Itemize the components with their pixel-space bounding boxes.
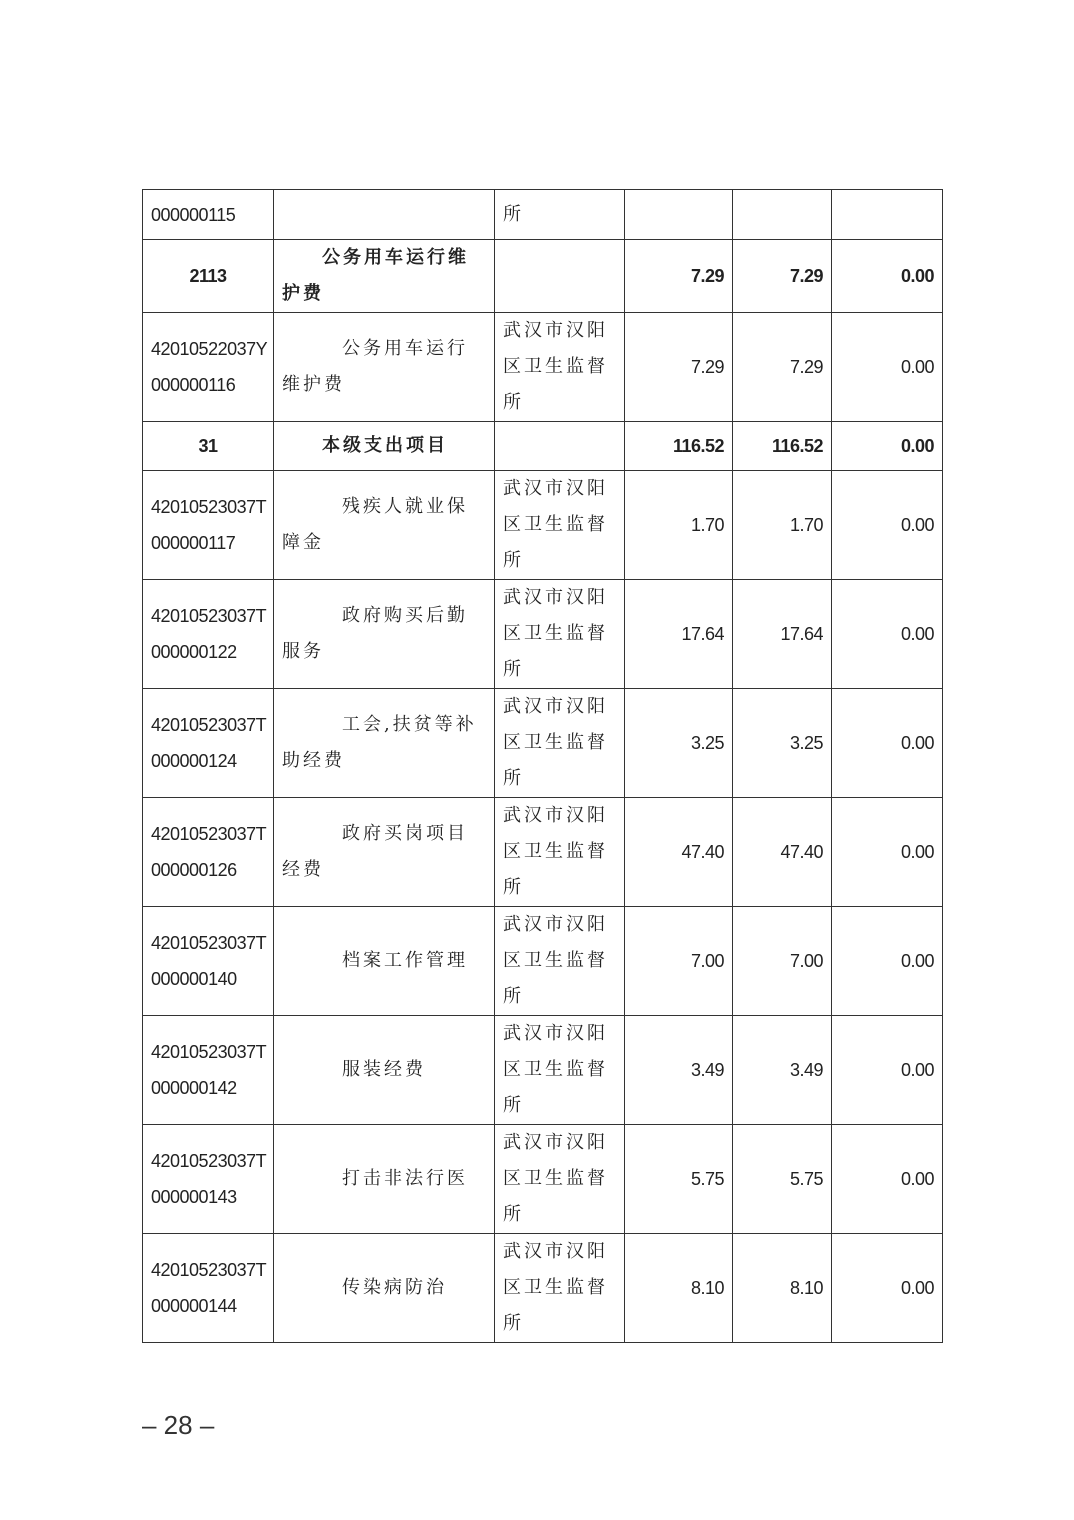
table-row (143, 907, 943, 1016)
project-name-cell: 打击非法行医 (274, 1125, 495, 1234)
project-code-cell: 42010523037T 000000117 (143, 471, 274, 580)
amount-cell: 1.70 (733, 471, 832, 580)
project-code-cell: 42010523037T 000000124 (143, 689, 274, 798)
amount-cell: 7.00 (733, 907, 832, 1016)
unit-cell: 武汉市汉阳区卫生监督所 (495, 580, 625, 689)
project-name-cell: 政府购买后勤服务 (274, 580, 495, 689)
table-row (143, 471, 943, 580)
amount-cell: 3.25 (625, 689, 733, 798)
amount-cell: 0.00 (832, 1234, 943, 1343)
table-row (143, 1016, 943, 1125)
project-code-cell: 42010523037T 000000122 (143, 580, 274, 689)
unit-cell (495, 240, 625, 313)
amount-cell (625, 190, 733, 240)
table-row (143, 1234, 943, 1343)
amount-cell: 116.52 (733, 422, 832, 471)
amount-cell: 1.70 (625, 471, 733, 580)
amount-cell: 0.00 (832, 1016, 943, 1125)
project-name-cell: 公务用车运行维护费 (274, 313, 495, 422)
amount-cell: 0.00 (832, 471, 943, 580)
amount-cell: 0.00 (832, 1125, 943, 1234)
table-row (143, 1125, 943, 1234)
project-code-cell: 42010523037T 000000144 (143, 1234, 274, 1343)
project-name-cell: 残疾人就业保障金 (274, 471, 495, 580)
group-name-cell: 公务用车运行维护费 (274, 240, 495, 313)
project-name-cell: 传染病防治 (274, 1234, 495, 1343)
project-name-cell: 档案工作管理 (274, 907, 495, 1016)
amount-cell: 0.00 (832, 798, 943, 907)
amount-cell: 3.25 (733, 689, 832, 798)
group-code-cell: 31 (143, 422, 274, 471)
project-code-cell: 42010523037T 000000142 (143, 1016, 274, 1125)
group-name-cell: 本级支出项目 (274, 422, 495, 471)
unit-cell: 武汉市汉阳区卫生监督所 (495, 313, 625, 422)
unit-cell: 武汉市汉阳区卫生监督所 (495, 1016, 625, 1125)
table-row (143, 313, 943, 422)
project-code-cell: 000000115 (143, 190, 274, 240)
project-code-cell: 42010522037Y 000000116 (143, 313, 274, 422)
amount-cell: 47.40 (625, 798, 733, 907)
amount-cell: 7.29 (733, 240, 832, 313)
project-name-cell (274, 190, 495, 240)
unit-cell: 所 (495, 190, 625, 240)
amount-cell: 7.29 (625, 313, 733, 422)
amount-cell: 0.00 (832, 907, 943, 1016)
amount-cell (832, 190, 943, 240)
project-name-cell: 服装经费 (274, 1016, 495, 1125)
project-name-cell: 工会,扶贫等补助经费 (274, 689, 495, 798)
amount-cell (733, 190, 832, 240)
project-code-cell: 42010523037T 000000126 (143, 798, 274, 907)
unit-cell: 武汉市汉阳区卫生监督所 (495, 907, 625, 1016)
amount-cell: 0.00 (832, 313, 943, 422)
budget-table (142, 189, 943, 1343)
amount-cell: 116.52 (625, 422, 733, 471)
amount-cell: 5.75 (733, 1125, 832, 1234)
amount-cell: 7.00 (625, 907, 733, 1016)
unit-cell: 武汉市汉阳区卫生监督所 (495, 689, 625, 798)
amount-cell: 8.10 (625, 1234, 733, 1343)
amount-cell: 5.75 (625, 1125, 733, 1234)
amount-cell: 3.49 (733, 1016, 832, 1125)
table-row (143, 798, 943, 907)
group-row (143, 240, 943, 313)
table-row (143, 689, 943, 798)
unit-cell (495, 422, 625, 471)
amount-cell: 0.00 (832, 689, 943, 798)
page-number: – 28 – (142, 1410, 215, 1440)
project-code-cell: 42010523037T 000000143 (143, 1125, 274, 1234)
unit-cell: 武汉市汉阳区卫生监督所 (495, 1125, 625, 1234)
table-row (143, 190, 943, 240)
amount-cell: 17.64 (625, 580, 733, 689)
group-row (143, 422, 943, 471)
amount-cell: 47.40 (733, 798, 832, 907)
amount-cell: 3.49 (625, 1016, 733, 1125)
amount-cell: 7.29 (625, 240, 733, 313)
unit-cell: 武汉市汉阳区卫生监督所 (495, 798, 625, 907)
amount-cell: 7.29 (733, 313, 832, 422)
project-code-cell: 42010523037T 000000140 (143, 907, 274, 1016)
table-row (143, 580, 943, 689)
amount-cell: 0.00 (832, 422, 943, 471)
amount-cell: 0.00 (832, 240, 943, 313)
group-code-cell: 2113 (143, 240, 274, 313)
amount-cell: 0.00 (832, 580, 943, 689)
project-name-cell: 政府买岗项目经费 (274, 798, 495, 907)
unit-cell: 武汉市汉阳区卫生监督所 (495, 471, 625, 580)
amount-cell: 17.64 (733, 580, 832, 689)
unit-cell: 武汉市汉阳区卫生监督所 (495, 1234, 625, 1343)
amount-cell: 8.10 (733, 1234, 832, 1343)
